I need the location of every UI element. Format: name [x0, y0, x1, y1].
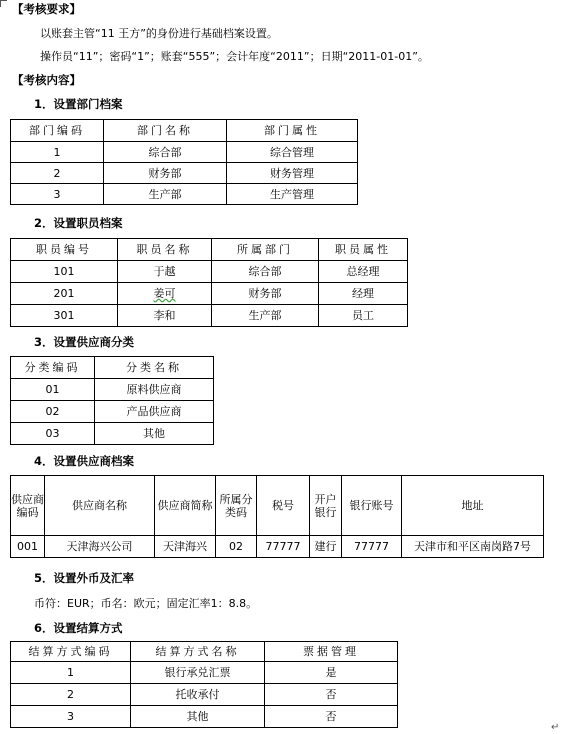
table-cell: 天津市和平区南岗路7号 — [402, 536, 544, 558]
table-cell: 银行承兑汇票 — [131, 662, 265, 684]
table-cell: 其他 — [131, 706, 265, 728]
table-cell: 天津海兴公司 — [45, 536, 155, 558]
table-cell: 3 — [11, 706, 131, 728]
department-table — [10, 119, 358, 205]
table-cell: 02 — [11, 401, 95, 423]
table-cell: 天津海兴 — [155, 536, 216, 558]
table-cell: 否 — [265, 684, 398, 706]
section-5-title: 5．设置外币及汇率 — [34, 571, 135, 585]
spellcheck-name: 姜可 — [153, 287, 176, 300]
table-cell: 总经理 — [319, 261, 408, 283]
header-cell: 分类编码 — [11, 357, 95, 379]
table-cell: 2 — [11, 163, 104, 184]
supplier-table — [10, 475, 544, 558]
table-cell: 综合部 — [212, 261, 319, 283]
table-row — [11, 261, 408, 283]
header-cell: 分类名称 — [95, 357, 214, 379]
table-cell: 财务部 — [104, 163, 227, 184]
requirements-line-2: 操作员“11”；密码“1”；账套“555”；会计年度“2011”；日期“2011-01-01”。 — [40, 50, 429, 63]
section-3-title: 3．设置供应商分类 — [34, 335, 135, 349]
settlement-table — [10, 641, 398, 728]
section-1-title: 1．设置部门档案 — [34, 97, 123, 111]
header-cell: 职员属性 — [319, 239, 408, 261]
table-cell: 03 — [11, 423, 95, 445]
header-cell: 职员编号 — [11, 239, 118, 261]
table-row — [11, 684, 398, 706]
supplier-category-table — [10, 356, 214, 445]
header-cell: 供应商编码 — [11, 476, 45, 536]
section-2-title: 2．设置职员档案 — [34, 216, 123, 230]
paragraph-mark-icon: ↵ — [551, 722, 560, 733]
table-cell: 是 — [265, 662, 398, 684]
table-row — [11, 536, 544, 558]
header-cell: 部门编码 — [11, 120, 104, 142]
table-row — [11, 662, 398, 684]
table-cell: 77777 — [257, 536, 310, 558]
table-cell: 001 — [11, 536, 45, 558]
table-cell — [118, 283, 212, 305]
requirements-heading: 【考核要求】 — [12, 2, 81, 16]
table-cell: 经理 — [319, 283, 408, 305]
table-row — [11, 401, 214, 423]
section-6-title: 6．设置结算方式 — [34, 621, 123, 635]
table-cell: 员工 — [319, 305, 408, 327]
table-cell: 原料供应商 — [95, 379, 214, 401]
table-cell: 生产部 — [104, 184, 227, 205]
header-cell: 结算方式编码 — [11, 642, 131, 662]
table-cell: 77777 — [342, 536, 402, 558]
header-cell: 所属部门 — [212, 239, 319, 261]
header-cell: 所属分类码 — [216, 476, 257, 536]
table-cell: 财务部 — [212, 283, 319, 305]
table-cell: 生产管理 — [227, 184, 358, 205]
table-cell: 于越 — [118, 261, 212, 283]
header-cell: 银行账号 — [342, 476, 402, 536]
table-cell: 1 — [11, 662, 131, 684]
header-cell: 部门名称 — [104, 120, 227, 142]
table-row — [11, 142, 358, 163]
corner-mark — [0, 0, 7, 7]
employee-table — [10, 238, 408, 327]
table-row — [11, 163, 358, 184]
table-row — [11, 423, 214, 445]
table-row — [11, 706, 398, 728]
table-cell: 2 — [11, 684, 131, 706]
header-cell: 供应商简称 — [155, 476, 216, 536]
header-cell: 职员名称 — [118, 239, 212, 261]
currency-text: 币符：EUR；币名：欧元；固定汇率1：8.8。 — [34, 597, 258, 610]
table-cell: 301 — [11, 305, 118, 327]
table-cell: 产品供应商 — [95, 401, 214, 423]
table-cell: 托收承付 — [131, 684, 265, 706]
header-cell: 地址 — [402, 476, 544, 536]
table-row — [11, 305, 408, 327]
table-cell: 02 — [216, 536, 257, 558]
table-cell: 生产部 — [212, 305, 319, 327]
table-cell: 综合管理 — [227, 142, 358, 163]
table-cell: 1 — [11, 142, 104, 163]
header-cell: 开户银行 — [310, 476, 342, 536]
table-cell: 否 — [265, 706, 398, 728]
content-heading: 【考核内容】 — [12, 73, 81, 87]
table-cell: 3 — [11, 184, 104, 205]
table-cell: 101 — [11, 261, 118, 283]
header-cell: 税号 — [257, 476, 310, 536]
table-row — [11, 379, 214, 401]
table-cell: 财务管理 — [227, 163, 358, 184]
table-cell: 李和 — [118, 305, 212, 327]
table-cell: 综合部 — [104, 142, 227, 163]
header-cell: 结算方式名称 — [131, 642, 265, 662]
requirements-line-1: 以账套主管“11 王方”的身份进行基础档案设置。 — [40, 27, 278, 40]
table-cell: 201 — [11, 283, 118, 305]
header-cell: 供应商名称 — [45, 476, 155, 536]
table-cell: 其他 — [95, 423, 214, 445]
header-cell: 部门属性 — [227, 120, 358, 142]
section-4-title: 4．设置供应商档案 — [34, 454, 135, 468]
table-cell: 01 — [11, 379, 95, 401]
table-row — [11, 184, 358, 205]
header-cell: 票据管理 — [265, 642, 398, 662]
table-row — [11, 283, 408, 305]
table-cell: 建行 — [310, 536, 342, 558]
